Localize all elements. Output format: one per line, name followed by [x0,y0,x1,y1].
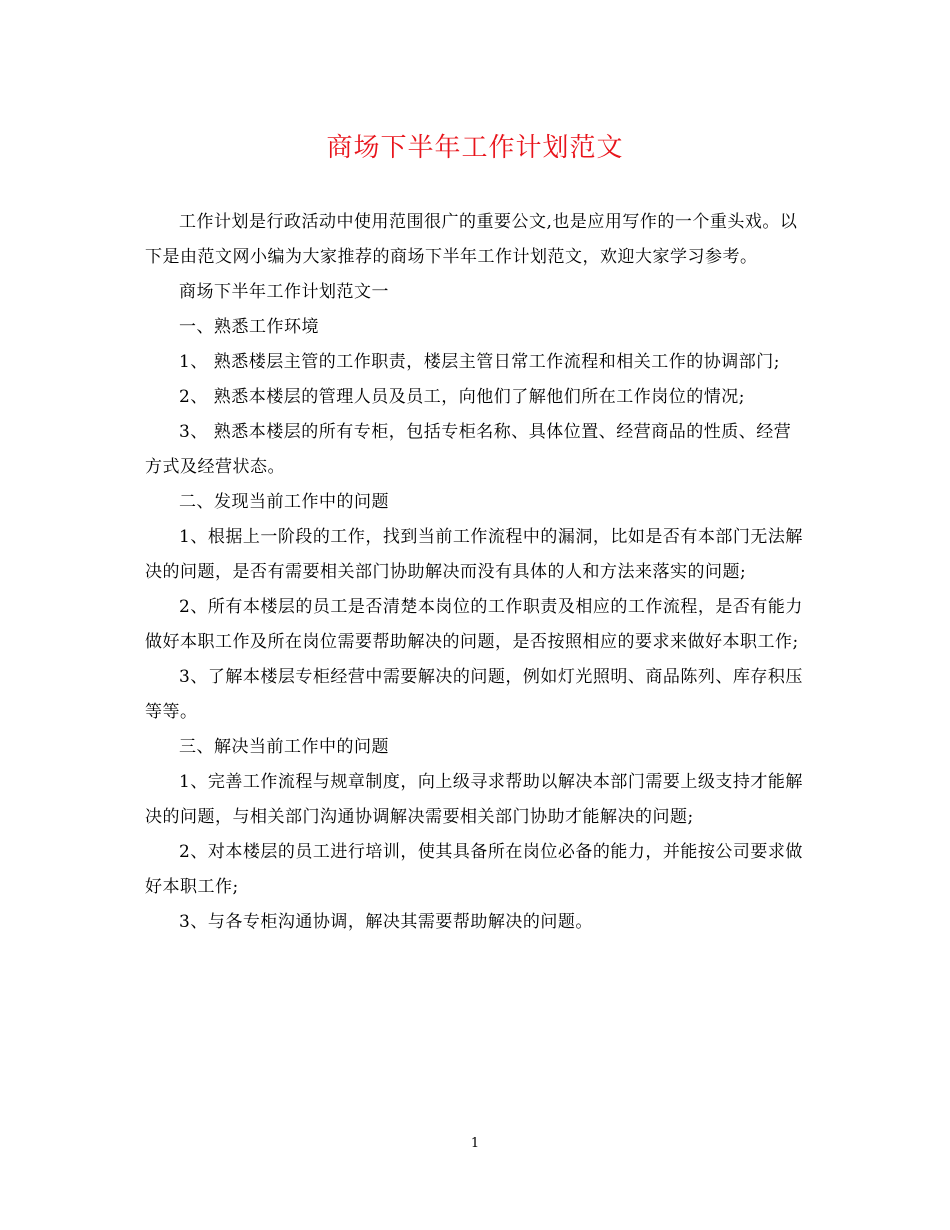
list-item: 3、 熟悉本楼层的所有专柜，包括专柜名称、具体位置、经营商品的性质、经营方式及经营状态。 [145,422,792,477]
list-item: 3、了解本楼层专柜经营中需要解决的问题，例如灯光照明、商品陈列、库存积压等等。 [145,667,803,722]
list-item: 3、与各专柜沟通协调，解决其需要帮助解决的问题。 [179,912,593,932]
list-item: 1、根据上一阶段的工作，找到当前工作流程中的漏洞，比如是否有本部门无法解决的问题，是否有需要相关部门协助解决而没有具体的人和方法来落实的问题; [145,527,803,582]
section-heading: 商场下半年工作计划范文一 [179,282,389,302]
list-item: 2、对本楼层的员工进行培训，使其具备所在岗位必备的能力，并能按公司要求做好本职工作; [145,842,803,897]
subsection-heading: 三、解决当前工作中的问题 [179,737,389,757]
list-item: 2、 熟悉本楼层的管理人员及员工，向他们了解他们所在工作岗位的情况; [179,387,745,407]
intro-paragraph: 工作计划是行政活动中使用范围很广的重要公文,也是应用写作的一个重头戏。以下是由范文网小编为大家推荐的商场下半年工作计划范文，欢迎大家学习参考。 [145,212,798,267]
list-item: 1、 熟悉楼层主管的工作职责，楼层主管日常工作流程和相关工作的协调部门; [179,352,780,372]
page-number: 1 [470,1136,480,1151]
document-body [145,205,803,940]
list-item: 2、所有本楼层的员工是否清楚本岗位的工作职责及相应的工作流程，是否有能力做好本职工作及所在岗位需要帮助解决的问题，是否按照相应的要求来做好本职工作; [145,597,803,652]
subsection-heading: 二、发现当前工作中的问题 [179,492,389,512]
subsection-heading: 一、熟悉工作环境 [179,317,319,337]
document-title: 商场下半年工作计划范文 [326,133,624,163]
list-item: 1、完善工作流程与规章制度，向上级寻求帮助以解决本部门需要上级支持才能解决的问题，与相关部门沟通协调解决需要相关部门协助才能解决的问题; [145,772,803,827]
